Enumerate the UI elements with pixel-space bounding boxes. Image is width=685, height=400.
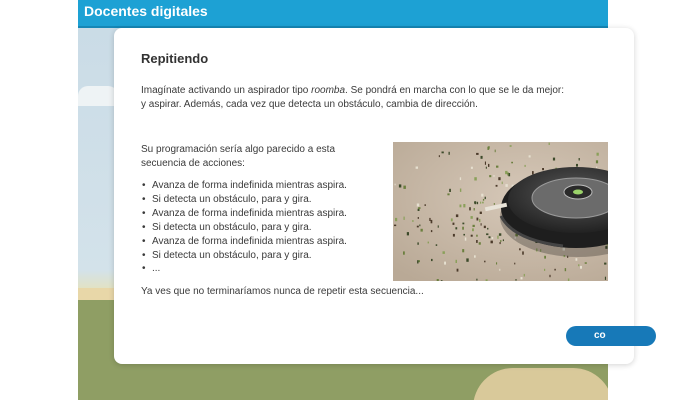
debris-dot (463, 204, 465, 207)
debris-dot (491, 241, 493, 244)
debris-dot (483, 199, 484, 201)
debris-dot (456, 260, 458, 263)
debris-dot (476, 279, 477, 281)
hill-decoration (473, 368, 608, 400)
debris-dot (418, 260, 420, 262)
debris-dot (472, 228, 474, 231)
debris-dot (425, 204, 426, 206)
debris-dot (499, 269, 500, 271)
debris-dot (447, 193, 449, 195)
debris-dot (431, 230, 432, 232)
debris-dot (407, 232, 409, 235)
debris-dot (505, 184, 507, 187)
debris-dot (474, 255, 476, 257)
debris-dot (565, 268, 566, 271)
cloud-decoration (78, 86, 118, 106)
debris-dot (496, 166, 498, 168)
debris-dot (486, 279, 488, 281)
debris-dot (494, 203, 495, 205)
debris-dot (473, 225, 475, 227)
debris-dot (438, 225, 439, 227)
debris-dot (495, 150, 496, 153)
debris-dot (482, 202, 484, 204)
debris-dot (479, 219, 480, 222)
debris-dot (576, 164, 578, 167)
debris-dot (596, 167, 597, 169)
debris-dot (553, 158, 555, 161)
closing-text: Ya ves que no terminaríamos nunca de repetir esta secuencia... (141, 286, 424, 297)
debris-dot (462, 249, 464, 252)
debris-dot (585, 262, 587, 264)
lesson-heading: Repitiendo (141, 51, 209, 66)
debris-dot (544, 269, 545, 271)
debris-dot (480, 212, 482, 214)
debris-dot (474, 208, 475, 211)
debris-dot (463, 234, 465, 236)
debris-dot (479, 242, 481, 245)
paragraph-emphasis: roomba (311, 85, 346, 96)
paragraph-part-1: Imagínate activando un aspirador tipo (141, 85, 312, 96)
debris-dot (485, 162, 486, 165)
debris-dot (498, 177, 500, 180)
debris-dot (549, 143, 550, 145)
debris-dot (449, 152, 450, 155)
debris-dot (477, 218, 479, 221)
debris-dot (474, 201, 476, 203)
debris-dot (510, 145, 512, 147)
debris-dot (511, 162, 513, 164)
debris-dot (471, 167, 473, 169)
list-item: • Si detecta un obstáculo, para y gira. (141, 221, 347, 235)
debris-dot (460, 189, 461, 192)
debris-dot (416, 167, 418, 169)
debris-dot (451, 218, 453, 221)
debris-dot (477, 202, 478, 204)
debris-dot (442, 152, 444, 154)
debris-dot (496, 185, 498, 187)
debris-dot (502, 182, 503, 185)
debris-dot (443, 251, 445, 254)
debris-dot (489, 175, 491, 177)
debris-dot (568, 279, 569, 282)
debris-dot (465, 237, 467, 240)
robot-vacuum-photo (393, 142, 608, 281)
robot-vacuum-illustration (393, 142, 608, 281)
debris-dot (444, 262, 446, 265)
app-title: Docentes digitales (84, 3, 208, 19)
lesson-card-content (114, 28, 608, 364)
debris-dot (456, 214, 458, 217)
debris-dot (460, 177, 461, 180)
debris-dot (576, 258, 578, 261)
debris-dot (579, 158, 580, 161)
debris-dot (492, 237, 494, 239)
app-header (78, 0, 608, 28)
debris-dot (469, 207, 471, 210)
debris-dot (449, 189, 451, 192)
paragraph-part-2: . Se pondrá en marcha con lo que se le da mejor: (345, 85, 565, 96)
debris-dot (500, 242, 501, 244)
list-item: • Avanza de forma indefinida mientras aspira. (141, 207, 347, 221)
debris-dot (439, 155, 440, 157)
debris-dot (476, 153, 479, 155)
debris-dot (403, 186, 406, 189)
debris-dot (474, 177, 477, 180)
debris-dot (484, 261, 485, 263)
debris-dot (544, 256, 546, 259)
debris-dot (457, 269, 459, 272)
debris-dot (476, 235, 478, 237)
debris-dot (486, 167, 487, 169)
debris-dot (514, 263, 515, 265)
debris-dot (549, 275, 550, 277)
debris-dot (395, 218, 397, 221)
debris-dot (481, 194, 483, 197)
debris-dot (476, 240, 478, 243)
debris-dot (522, 251, 524, 254)
debris-dot (412, 220, 413, 222)
debris-dot (417, 242, 418, 244)
lesson-paragraph (141, 84, 608, 112)
debris-dot (394, 225, 396, 227)
debris-dot (481, 223, 482, 225)
debris-dot (496, 262, 497, 264)
debris-dot (529, 155, 531, 157)
debris-dot (596, 160, 598, 163)
debris-dot (460, 205, 462, 208)
debris-dot (417, 226, 419, 228)
debris-dot (403, 251, 405, 254)
lesson-card (114, 28, 634, 364)
debris-dot (429, 218, 430, 221)
debris-dot (471, 216, 473, 219)
debris-dot (431, 220, 433, 223)
debris-dot (507, 173, 508, 176)
list-item: • ... (141, 262, 347, 276)
debris-dot (399, 184, 401, 187)
list-item: • Si detecta un obstáculo, para y gira. (141, 193, 347, 207)
debris-dot (480, 202, 481, 204)
debris-dot (505, 171, 507, 174)
debris-dot (453, 223, 455, 225)
debris-dot (554, 269, 555, 271)
debris-dot (521, 277, 523, 279)
continue-button[interactable] (566, 326, 656, 346)
list-item: • Avanza de forma indefinida mientras aspira. (141, 235, 347, 249)
debris-dot (519, 248, 521, 250)
debris-dot (437, 279, 439, 281)
debris-dot (462, 227, 464, 230)
debris-dot (485, 197, 486, 199)
debris-dot (404, 217, 405, 220)
debris-dot (488, 164, 489, 167)
paragraph-part-3: y aspirar. Además, cada vez que detecta un obstáculo, cambia de dirección. (141, 99, 478, 110)
debris-dot (417, 260, 418, 263)
debris-dot (525, 165, 526, 167)
debris-dot (486, 233, 488, 235)
debris-dot (597, 153, 599, 156)
debris-dot (503, 239, 504, 241)
list-item: • Avanza de forma indefinida mientras aspira. (141, 179, 347, 193)
debris-dot (605, 277, 606, 280)
debris-dot (524, 274, 525, 277)
debris-dot (462, 223, 464, 225)
debris-dot (431, 259, 433, 261)
sequence-intro: Su programación sería algo parecido a esta secuencia de acciones: (141, 144, 336, 169)
debris-dot (418, 209, 420, 211)
debris-dot (542, 168, 544, 170)
sequence-list (141, 179, 347, 276)
debris-dot (515, 279, 516, 281)
debris-dot (419, 225, 420, 227)
debris-dot (484, 226, 486, 228)
debris-dot (578, 264, 579, 266)
continue-button-label: co (594, 330, 606, 341)
debris-dot (436, 244, 438, 246)
debris-dot (418, 217, 419, 219)
debris-dot (493, 175, 494, 177)
debris-dot (417, 204, 419, 207)
debris-dot (580, 266, 582, 269)
debris-dot (453, 234, 455, 237)
debris-dot (481, 156, 483, 159)
debris-dot (418, 207, 420, 209)
debris-dot (428, 242, 429, 244)
debris-dot (497, 236, 498, 239)
debris-dot (487, 147, 489, 150)
debris-dot (604, 263, 606, 265)
debris-dot (466, 258, 468, 261)
debris-dot (455, 227, 457, 229)
debris-dot (499, 233, 501, 236)
debris-dot (532, 171, 534, 174)
debris-dot (500, 240, 501, 242)
debris-dot (489, 236, 491, 238)
list-item: • Si detecta un obstáculo, para y gira. (141, 249, 347, 263)
debris-dot (441, 280, 443, 281)
debris-dot (471, 235, 473, 237)
debris-dot (421, 229, 423, 232)
debris-dot (395, 184, 396, 186)
debris-dot (487, 228, 488, 230)
